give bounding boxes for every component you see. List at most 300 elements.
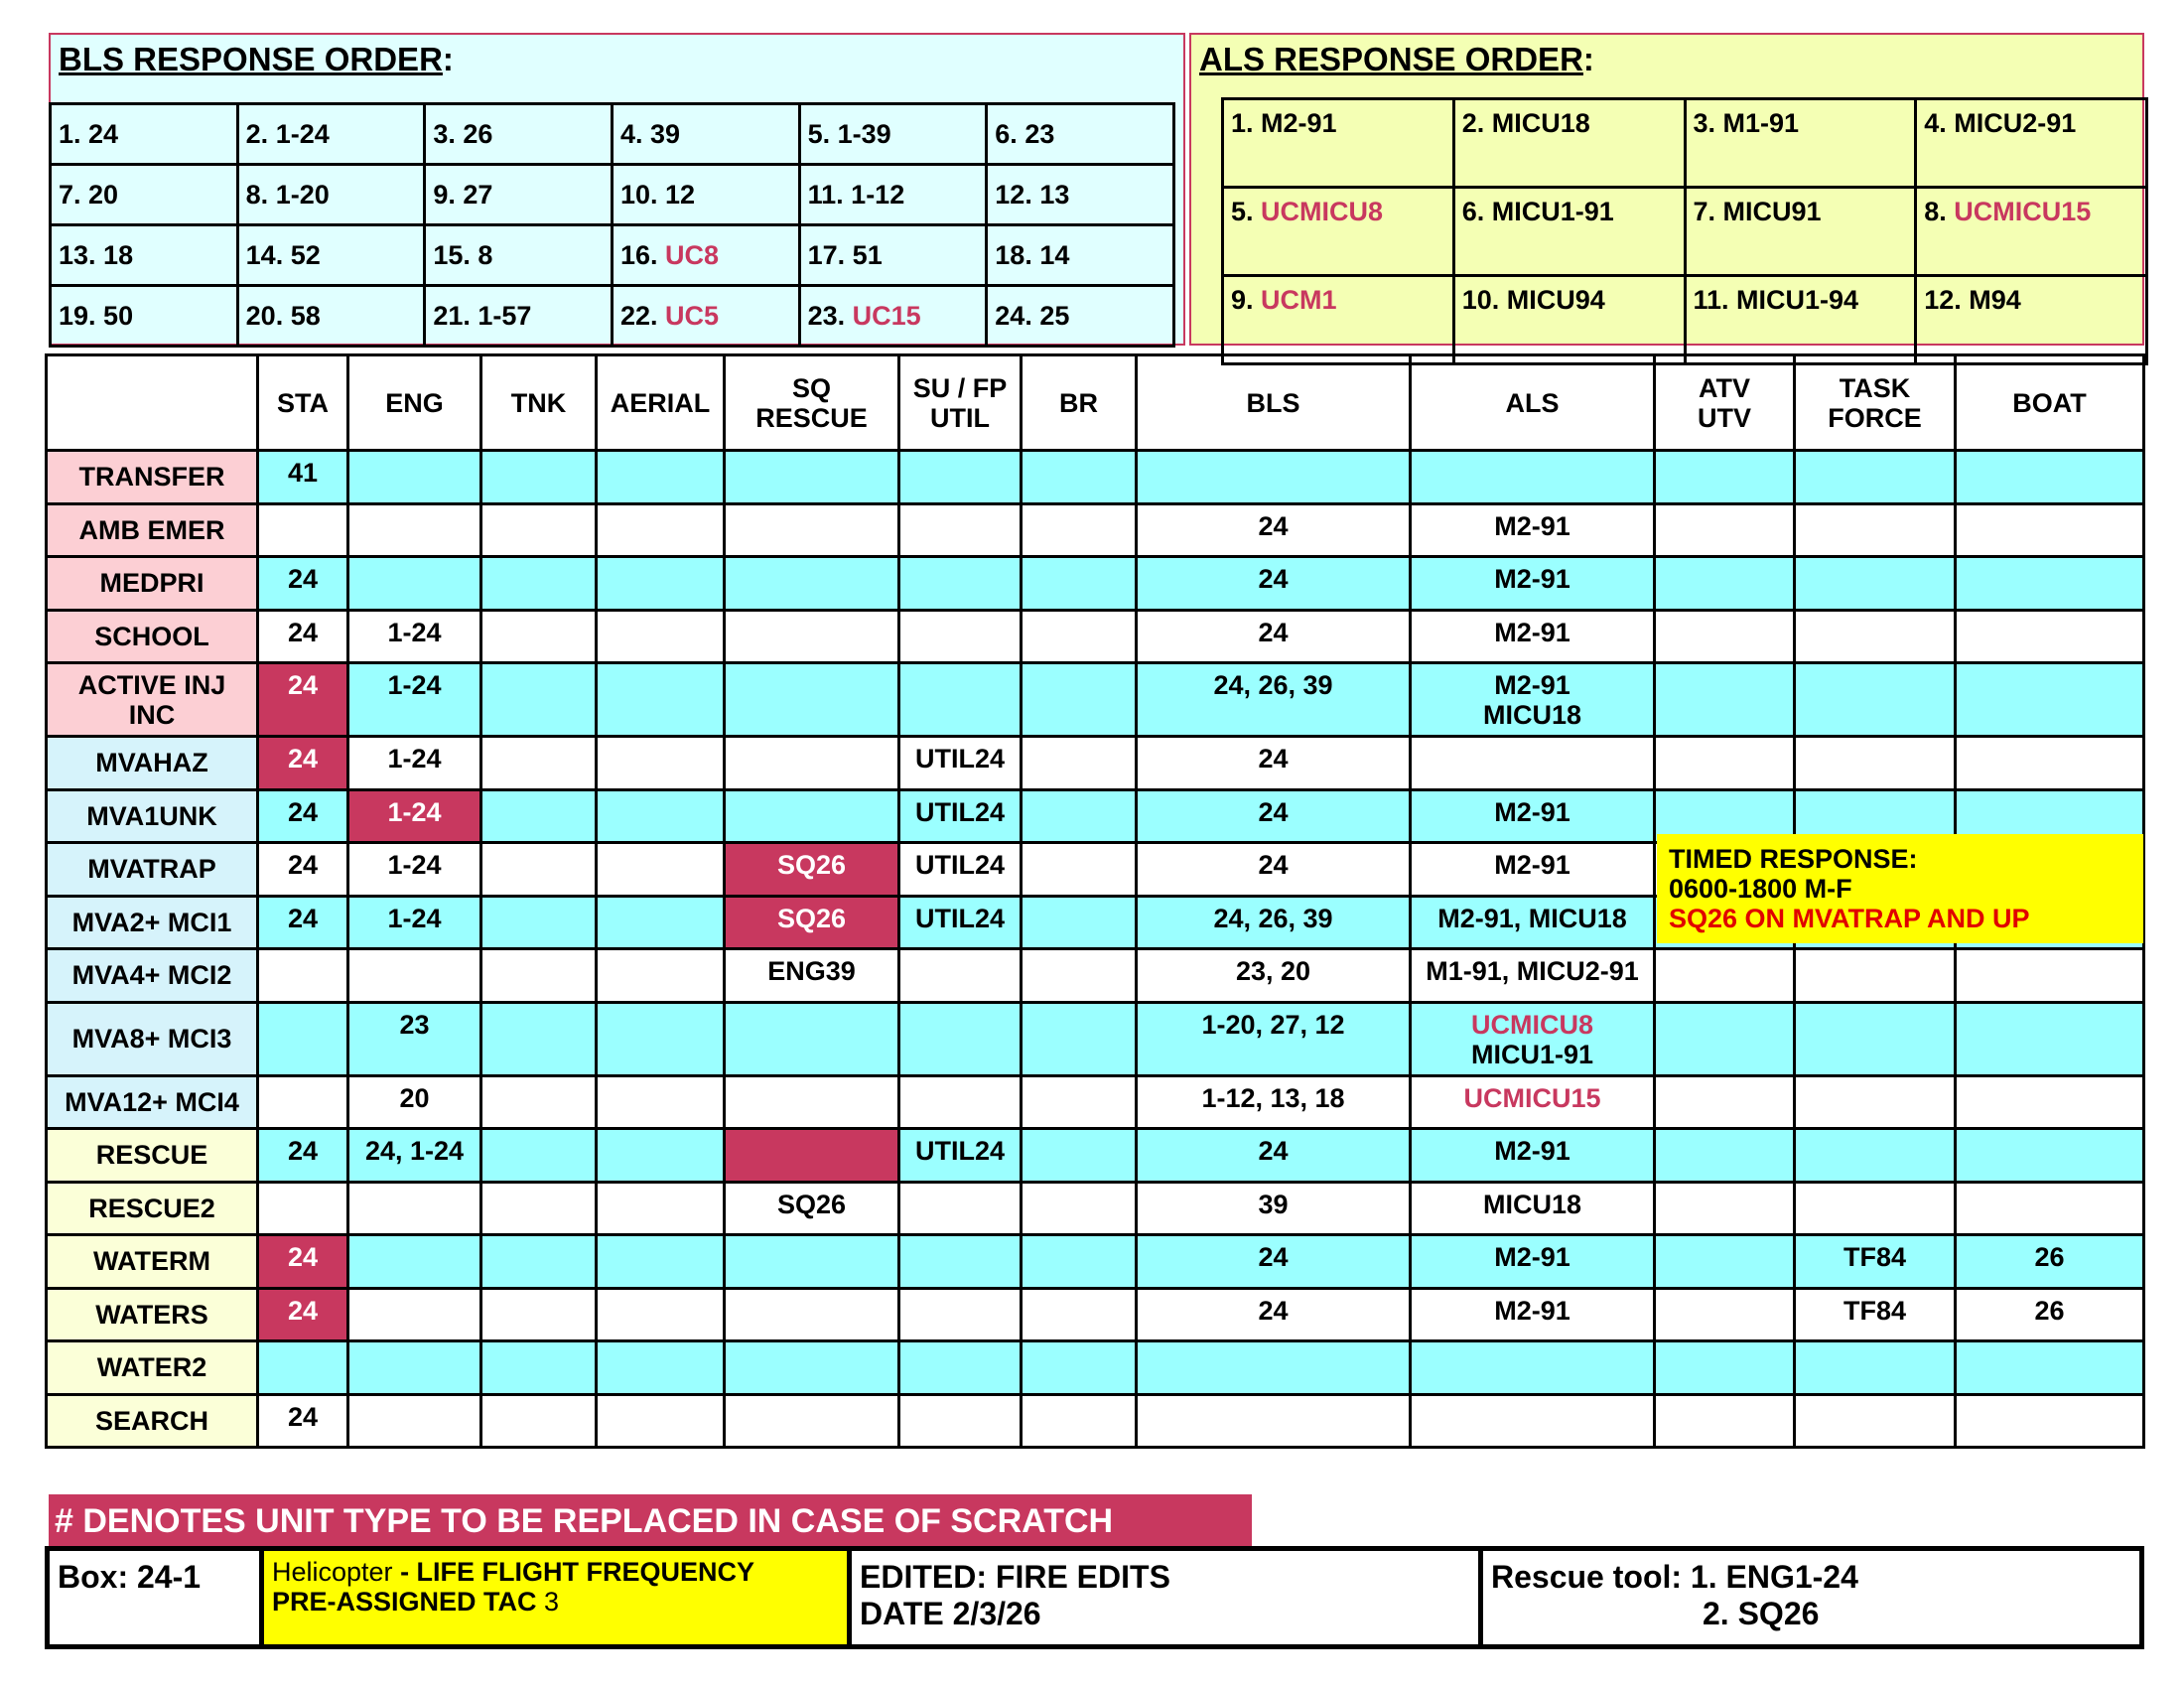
cell-bls: 24 [1137, 843, 1411, 897]
cell-boat [1956, 610, 2144, 663]
grid-row-mva4-mci2 [47, 949, 2144, 1003]
cell-su-fp-util [899, 1288, 1022, 1341]
cell-atv-utv [1655, 663, 1795, 737]
cell-aerial [597, 1075, 725, 1129]
cell-eng [348, 1288, 481, 1341]
cell-sq-rescue: SQ26 [725, 896, 899, 949]
row-label: MVA4+ MCI2 [47, 949, 258, 1003]
cell-task-force: TF84 [1795, 1288, 1956, 1341]
cell-sq-rescue [725, 737, 899, 790]
cell-sta [258, 1002, 348, 1075]
cell-su-fp-util [899, 663, 1022, 737]
als-order-row [1223, 276, 2147, 364]
bls-order-cell: 19. 50 [51, 286, 238, 347]
cell-atv-utv [1655, 1129, 1795, 1183]
column-header-eng: ENG [348, 355, 481, 451]
cell-tnk [481, 557, 597, 611]
cell-tnk [481, 1341, 597, 1395]
bls-order-cell: 9. 27 [425, 165, 613, 225]
cell-br [1022, 1288, 1137, 1341]
edit-date: DATE 2/3/26 [860, 1596, 1041, 1631]
cell-br [1022, 1394, 1137, 1448]
cell-su-fp-util [899, 557, 1022, 611]
cell-su-fp-util [899, 1182, 1022, 1235]
cell-atv-utv [1655, 949, 1795, 1003]
column-header-bls: BLS [1137, 355, 1411, 451]
als-order-cell: 10. MICU94 [1453, 276, 1685, 364]
cell-sta: 24 [258, 557, 348, 611]
cell-bls: 24 [1137, 737, 1411, 790]
cell-task-force [1795, 1002, 1956, 1075]
cell-sta: 24 [258, 789, 348, 843]
cell-boat [1956, 503, 2144, 557]
cell-atv-utv [1655, 1075, 1795, 1129]
cell-atv-utv [1655, 1002, 1795, 1075]
cell-bls: 1-20, 27, 12 [1137, 1002, 1411, 1075]
cell-sq-rescue [725, 663, 899, 737]
cell-tnk [481, 1394, 597, 1448]
bls-response-order-panel [49, 33, 1185, 346]
cell-eng: 1-24 [348, 843, 481, 897]
bls-order-table [49, 102, 1175, 348]
cell-su-fp-util [899, 503, 1022, 557]
cell-sta: 24 [258, 737, 348, 790]
cell-eng: 23 [348, 1002, 481, 1075]
cell-tnk [481, 1235, 597, 1289]
bls-order-cell: 1. 24 [51, 104, 238, 165]
cell-eng: 1-24 [348, 663, 481, 737]
column-header-blank [47, 355, 258, 451]
cell-su-fp-util [899, 451, 1022, 504]
cell-br [1022, 1129, 1137, 1183]
row-label: RESCUE2 [47, 1182, 258, 1235]
cell-br [1022, 1075, 1137, 1129]
cell-su-fp-util [899, 1075, 1022, 1129]
cell-boat [1956, 663, 2144, 737]
cell-sta [258, 949, 348, 1003]
cell-eng: 1-24 [348, 789, 481, 843]
cell-tnk [481, 789, 597, 843]
cell-bls: 24, 26, 39 [1137, 896, 1411, 949]
cell-task-force [1795, 663, 1956, 737]
cell-bls: 24 [1137, 557, 1411, 611]
cell-sq-rescue [725, 1129, 899, 1183]
cell-bls: 24 [1137, 1288, 1411, 1341]
als-order-cell: 5. UCMICU8 [1223, 188, 1454, 276]
row-label: TRANSFER [47, 451, 258, 504]
grid-row-waterm [47, 1235, 2144, 1289]
cell-eng: 1-24 [348, 610, 481, 663]
cell-task-force [1795, 451, 1956, 504]
cell-eng [348, 1235, 481, 1289]
als-order-row [1223, 188, 2147, 276]
cell-als: M2-91 [1411, 843, 1655, 897]
row-label: MVA1UNK [47, 789, 258, 843]
cell-boat [1956, 1075, 2144, 1129]
bls-order-cell: 13. 18 [51, 225, 238, 286]
cell-br [1022, 451, 1137, 504]
cell-als: M2-91 [1411, 1288, 1655, 1341]
column-header-br: BR [1022, 355, 1137, 451]
cell-tnk [481, 1129, 597, 1183]
cell-sq-rescue: SQ26 [725, 843, 899, 897]
cell-bls [1137, 1341, 1411, 1395]
cell-br [1022, 843, 1137, 897]
cell-aerial [597, 843, 725, 897]
rescue-tool-info [1481, 1549, 2142, 1647]
grid-header-row [47, 355, 2144, 451]
als-order-cell: 11. MICU1-94 [1685, 276, 1916, 364]
als-order-cell: 2. MICU18 [1453, 99, 1685, 188]
cell-tnk [481, 843, 597, 897]
row-label: WATERM [47, 1235, 258, 1289]
bls-order-cell: 20. 58 [237, 286, 425, 347]
cell-br [1022, 737, 1137, 790]
cell-als: M2-91, MICU18 [1411, 896, 1655, 949]
bls-order-cell: 5. 1-39 [799, 104, 987, 165]
bls-order-title: BLS RESPONSE ORDER: [59, 41, 454, 77]
cell-su-fp-util: UTIL24 [899, 843, 1022, 897]
cell-sq-rescue [725, 1341, 899, 1395]
cell-bls [1137, 451, 1411, 504]
helicopter-info [262, 1549, 850, 1647]
cell-br [1022, 663, 1137, 737]
als-response-order-panel [1189, 33, 2144, 346]
row-label: SCHOOL [47, 610, 258, 663]
cell-als [1411, 451, 1655, 504]
als-order-cell: 6. MICU1-91 [1453, 188, 1685, 276]
cell-als [1411, 1394, 1655, 1448]
bls-order-cell: 11. 1-12 [799, 165, 987, 225]
cell-als: M2-91 [1411, 789, 1655, 843]
cell-aerial [597, 610, 725, 663]
cell-bls: 23, 20 [1137, 949, 1411, 1003]
cell-aerial [597, 451, 725, 504]
cell-su-fp-util [899, 610, 1022, 663]
cell-sta [258, 1075, 348, 1129]
cell-sta: 24 [258, 1129, 348, 1183]
cell-boat [1956, 1341, 2144, 1395]
scratch-note-banner: # DENOTES UNIT TYPE TO BE REPLACED IN CASE OF SCRATCH [49, 1494, 1252, 1546]
helicopter-label: Helicopter [272, 1557, 393, 1587]
bls-order-cell: 8. 1-20 [237, 165, 425, 225]
grid-row-medpri [47, 557, 2144, 611]
cell-aerial [597, 1341, 725, 1395]
cell-als: UCMICU8 MICU1-91 [1411, 1002, 1655, 1075]
rescue-tool-2: 2. SQ26 [1703, 1596, 1820, 1631]
cell-su-fp-util: UTIL24 [899, 896, 1022, 949]
cell-task-force [1795, 1341, 1956, 1395]
column-header-tnk: TNK [481, 355, 597, 451]
cell-bls [1137, 1394, 1411, 1448]
cell-sq-rescue [725, 1394, 899, 1448]
cell-als: M2-91 [1411, 503, 1655, 557]
cell-bls: 24, 26, 39 [1137, 663, 1411, 737]
grid-row-amb-emer [47, 503, 2144, 557]
column-header-su-fp-util: SU / FP UTIL [899, 355, 1022, 451]
bls-order-cell: 17. 51 [799, 225, 987, 286]
column-header-boat: BOAT [1956, 355, 2144, 451]
cell-su-fp-util [899, 1341, 1022, 1395]
cell-sq-rescue [725, 1288, 899, 1341]
cell-atv-utv [1655, 1235, 1795, 1289]
cell-br [1022, 1002, 1137, 1075]
bls-order-cell: 15. 8 [425, 225, 613, 286]
als-order-row [1223, 99, 2147, 188]
cell-aerial [597, 663, 725, 737]
grid-row-school [47, 610, 2144, 663]
als-order-cell: 1. M2-91 [1223, 99, 1454, 188]
cell-als [1411, 737, 1655, 790]
grid-row-mva8-mci3 [47, 1002, 2144, 1075]
grid-row-mvahaz [47, 737, 2144, 790]
cell-als: M2-91 MICU18 [1411, 663, 1655, 737]
bls-order-cell: 4. 39 [612, 104, 799, 165]
grid-row-rescue [47, 1129, 2144, 1183]
bls-order-cell: 10. 12 [612, 165, 799, 225]
cell-sta: 24 [258, 843, 348, 897]
row-label: ACTIVE INJ INC [47, 663, 258, 737]
bls-order-cell: 23. UC15 [799, 286, 987, 347]
cell-br [1022, 557, 1137, 611]
edited-by: EDITED: FIRE EDITS [860, 1559, 1170, 1595]
bls-order-cell: 7. 20 [51, 165, 238, 225]
bls-order-cell: 14. 52 [237, 225, 425, 286]
cell-eng [348, 557, 481, 611]
als-order-cell: 3. M1-91 [1685, 99, 1916, 188]
box-info-table [45, 1546, 2144, 1649]
bls-order-cell: 2. 1-24 [237, 104, 425, 165]
cell-eng [348, 1182, 481, 1235]
cell-aerial [597, 949, 725, 1003]
als-order-cell: 9. UCM1 [1223, 276, 1454, 364]
cell-aerial [597, 557, 725, 611]
cell-su-fp-util [899, 1394, 1022, 1448]
cell-atv-utv [1655, 503, 1795, 557]
cell-sq-rescue [725, 451, 899, 504]
row-label: RESCUE [47, 1129, 258, 1183]
cell-eng [348, 949, 481, 1003]
cell-su-fp-util: UTIL24 [899, 1129, 1022, 1183]
cell-task-force [1795, 737, 1956, 790]
cell-bls: 24 [1137, 1129, 1411, 1183]
cell-sta [258, 1182, 348, 1235]
cell-bls: 39 [1137, 1182, 1411, 1235]
cell-sta: 41 [258, 451, 348, 504]
cell-task-force [1795, 557, 1956, 611]
cell-tnk [481, 503, 597, 557]
cell-aerial [597, 1394, 725, 1448]
cell-als: M2-91 [1411, 610, 1655, 663]
cell-sq-rescue [725, 1075, 899, 1129]
bls-order-cell: 22. UC5 [612, 286, 799, 347]
als-order-title: ALS RESPONSE ORDER: [1199, 41, 1594, 77]
cell-task-force [1795, 1182, 1956, 1235]
cell-eng: 24, 1-24 [348, 1129, 481, 1183]
cell-boat [1956, 949, 2144, 1003]
cell-eng: 1-24 [348, 737, 481, 790]
cell-su-fp-util: UTIL24 [899, 737, 1022, 790]
cell-als: MICU18 [1411, 1182, 1655, 1235]
als-order-cell: 8. UCMICU15 [1916, 188, 2147, 276]
cell-sta: 24 [258, 610, 348, 663]
edit-info [850, 1549, 1481, 1647]
grid-row-waters [47, 1288, 2144, 1341]
column-header-aerial: AERIAL [597, 355, 725, 451]
cell-eng [348, 1341, 481, 1395]
cell-boat [1956, 737, 2144, 790]
cell-sq-rescue [725, 503, 899, 557]
row-label: MVA8+ MCI3 [47, 1002, 258, 1075]
cell-boat [1956, 1129, 2144, 1183]
cell-boat [1956, 1394, 2144, 1448]
pre-assigned-tac-label: PRE-ASSIGNED TAC [272, 1587, 545, 1617]
cell-boat [1956, 451, 2144, 504]
cell-boat: 26 [1956, 1235, 2144, 1289]
cell-su-fp-util [899, 949, 1022, 1003]
cell-br [1022, 789, 1137, 843]
box-number: Box: 24-1 [48, 1549, 262, 1647]
cell-als: M2-91 [1411, 1235, 1655, 1289]
bls-order-cell: 18. 14 [987, 225, 1174, 286]
life-flight-frequency: - LIFE FLIGHT FREQUENCY [392, 1557, 755, 1587]
cell-su-fp-util [899, 1002, 1022, 1075]
cell-br [1022, 949, 1137, 1003]
cell-aerial [597, 896, 725, 949]
als-order-cell: 7. MICU91 [1685, 188, 1916, 276]
cell-aerial [597, 737, 725, 790]
cell-bls: 1-12, 13, 18 [1137, 1075, 1411, 1129]
cell-tnk [481, 451, 597, 504]
als-order-table [1221, 97, 2148, 365]
bls-order-cell: 3. 26 [425, 104, 613, 165]
cell-tnk [481, 949, 597, 1003]
row-label: MVAHAZ [47, 737, 258, 790]
grid-row-water2 [47, 1341, 2144, 1395]
cell-aerial [597, 1235, 725, 1289]
cell-sta [258, 1341, 348, 1395]
cell-br [1022, 1182, 1137, 1235]
cell-als: M2-91 [1411, 1129, 1655, 1183]
cell-sq-rescue [725, 1235, 899, 1289]
cell-als: M1-91, MICU2-91 [1411, 949, 1655, 1003]
cell-atv-utv [1655, 451, 1795, 504]
row-label: WATER2 [47, 1341, 258, 1395]
cell-br [1022, 1341, 1137, 1395]
bls-order-row [51, 286, 1174, 347]
cell-boat [1956, 557, 2144, 611]
timed-response-note [1657, 834, 2143, 943]
tac-number: 3 [544, 1587, 560, 1617]
cell-br [1022, 610, 1137, 663]
cell-eng [348, 503, 481, 557]
cell-sq-rescue: SQ26 [725, 1182, 899, 1235]
cell-aerial [597, 789, 725, 843]
row-label: MEDPRI [47, 557, 258, 611]
row-label: WATERS [47, 1288, 258, 1341]
cell-atv-utv [1655, 610, 1795, 663]
row-label: MVATRAP [47, 843, 258, 897]
cell-als: M2-91 [1411, 557, 1655, 611]
cell-tnk [481, 1288, 597, 1341]
timed-response-hours: 0600-1800 M-F [1669, 874, 1852, 904]
grid-row-rescue2 [47, 1182, 2144, 1235]
cell-atv-utv [1655, 737, 1795, 790]
cell-sq-rescue [725, 1002, 899, 1075]
column-header-als: ALS [1411, 355, 1655, 451]
cell-tnk [481, 896, 597, 949]
cell-boat: 26 [1956, 1288, 2144, 1341]
cell-aerial [597, 1182, 725, 1235]
column-header-sta: STA [258, 355, 348, 451]
cell-eng [348, 1394, 481, 1448]
cell-task-force [1795, 503, 1956, 557]
cell-su-fp-util: UTIL24 [899, 789, 1022, 843]
cell-task-force [1795, 949, 1956, 1003]
row-label: AMB EMER [47, 503, 258, 557]
cell-atv-utv [1655, 1182, 1795, 1235]
cell-sta [258, 503, 348, 557]
cell-boat [1956, 1002, 2144, 1075]
cell-sq-rescue [725, 610, 899, 663]
bls-order-cell: 24. 25 [987, 286, 1174, 347]
cell-als: UCMICU15 [1411, 1075, 1655, 1129]
cell-boat [1956, 1182, 2144, 1235]
bls-order-row [51, 165, 1174, 225]
cell-sta: 24 [258, 1288, 348, 1341]
grid-row-active-inj-inc [47, 663, 2144, 737]
cell-br [1022, 896, 1137, 949]
cell-sta: 24 [258, 1394, 348, 1448]
cell-sta: 24 [258, 896, 348, 949]
cell-aerial [597, 1129, 725, 1183]
bls-order-row [51, 104, 1174, 165]
cell-sta: 24 [258, 1235, 348, 1289]
bls-order-cell: 21. 1-57 [425, 286, 613, 347]
timed-response-title: TIMED RESPONSE: [1669, 844, 1918, 874]
cell-als [1411, 1341, 1655, 1395]
cell-br [1022, 1235, 1137, 1289]
cell-tnk [481, 1182, 597, 1235]
cell-eng [348, 451, 481, 504]
cell-task-force: TF84 [1795, 1235, 1956, 1289]
cell-bls: 24 [1137, 789, 1411, 843]
bls-order-cell: 16. UC8 [612, 225, 799, 286]
cell-tnk [481, 610, 597, 663]
cell-task-force [1795, 1129, 1956, 1183]
cell-atv-utv [1655, 557, 1795, 611]
cell-bls: 24 [1137, 610, 1411, 663]
cell-sta: 24 [258, 663, 348, 737]
cell-eng: 1-24 [348, 896, 481, 949]
cell-bls: 24 [1137, 1235, 1411, 1289]
cell-task-force [1795, 1075, 1956, 1129]
rescue-tool-1: Rescue tool: 1. ENG1-24 [1491, 1559, 1858, 1595]
bls-order-cell: 6. 23 [987, 104, 1174, 165]
cell-tnk [481, 663, 597, 737]
cell-atv-utv [1655, 1288, 1795, 1341]
cell-task-force [1795, 610, 1956, 663]
row-label: MVA12+ MCI4 [47, 1075, 258, 1129]
grid-row-transfer [47, 451, 2144, 504]
cell-br [1022, 503, 1137, 557]
column-header-sq-rescue: SQ RESCUE [725, 355, 899, 451]
als-order-cell: 4. MICU2-91 [1916, 99, 2147, 188]
cell-aerial [597, 1002, 725, 1075]
cell-atv-utv [1655, 1341, 1795, 1395]
grid-row-search [47, 1394, 2144, 1448]
grid-row-mva12-mci4 [47, 1075, 2144, 1129]
